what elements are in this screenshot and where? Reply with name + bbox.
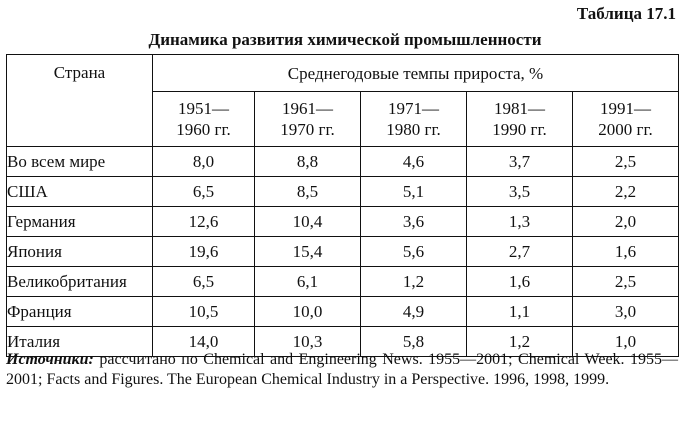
table-row: [7, 147, 679, 177]
value-cell: 4,9: [361, 297, 467, 327]
table-number-label: Таблица 17.1: [576, 4, 676, 23]
value-cell: 1,3: [467, 207, 573, 237]
table-row: [7, 177, 679, 207]
value-cell: 14,0: [153, 327, 255, 357]
value-cell: 2,7: [467, 237, 573, 267]
value-cell: 10,4: [255, 207, 361, 237]
value-cell: 3,6: [361, 207, 467, 237]
value-cell: 1,1: [467, 297, 573, 327]
header-period: 1991— 2000 гг.: [573, 92, 679, 147]
value-cell: 1,6: [467, 267, 573, 297]
value-cell: 15,4: [255, 237, 361, 267]
value-cell: 8,5: [255, 177, 361, 207]
table-row: [7, 237, 679, 267]
table-row: [7, 267, 679, 297]
value-cell: 6,5: [153, 267, 255, 297]
sources-text: рассчитано по Chemical and Engineering News. 1955—2001; Chemical Week. 1955—2001; Facts and Figures. The European Chemical Industry in a Perspective. 1996, 1998, 1999.: [6, 351, 679, 388]
sources-label: Источники:: [6, 351, 94, 368]
country-cell: Италия: [7, 327, 153, 357]
value-cell: 6,1: [255, 267, 361, 297]
value-cell: 4,6: [361, 147, 467, 177]
country-cell: Во всем мире: [7, 147, 153, 177]
value-cell: 6,5: [153, 177, 255, 207]
country-cell: Германия: [7, 207, 153, 237]
country-cell: Великобритания: [7, 267, 153, 297]
value-cell: 10,3: [255, 327, 361, 357]
value-cell: 5,8: [361, 327, 467, 357]
value-cell: 10,0: [255, 297, 361, 327]
country-cell: Франция: [7, 297, 153, 327]
value-cell: 1,2: [467, 327, 573, 357]
value-cell: 5,1: [361, 177, 467, 207]
value-cell: 1,6: [573, 237, 679, 267]
country-cell: Япония: [7, 237, 153, 267]
table-row: [7, 207, 679, 237]
value-cell: 8,8: [255, 147, 361, 177]
value-cell: 2,5: [573, 147, 679, 177]
header-country: Страна: [7, 55, 153, 147]
header-period: 1981— 1990 гг.: [467, 92, 573, 147]
value-cell: 1,2: [361, 267, 467, 297]
value-cell: 8,0: [153, 147, 255, 177]
value-cell: 2,5: [573, 267, 679, 297]
sources-note: [6, 350, 678, 390]
value-cell: 3,7: [467, 147, 573, 177]
value-cell: 10,5: [153, 297, 255, 327]
header-growth-rates: Среднегодовые темпы прироста, %: [153, 55, 679, 92]
header-period: 1971— 1980 гг.: [361, 92, 467, 147]
header-period: 1951— 1960 гг.: [153, 92, 255, 147]
table-row: [7, 297, 679, 327]
table-caption: Динамика развития химической промышленности: [148, 30, 542, 49]
value-cell: 19,6: [153, 237, 255, 267]
growth-rates-table: [6, 54, 679, 357]
value-cell: 2,0: [573, 207, 679, 237]
value-cell: 3,0: [573, 297, 679, 327]
value-cell: 3,5: [467, 177, 573, 207]
value-cell: 5,6: [361, 237, 467, 267]
header-period: 1961— 1970 гг.: [255, 92, 361, 147]
country-cell: США: [7, 177, 153, 207]
value-cell: 1,0: [573, 327, 679, 357]
value-cell: 2,2: [573, 177, 679, 207]
value-cell: 12,6: [153, 207, 255, 237]
